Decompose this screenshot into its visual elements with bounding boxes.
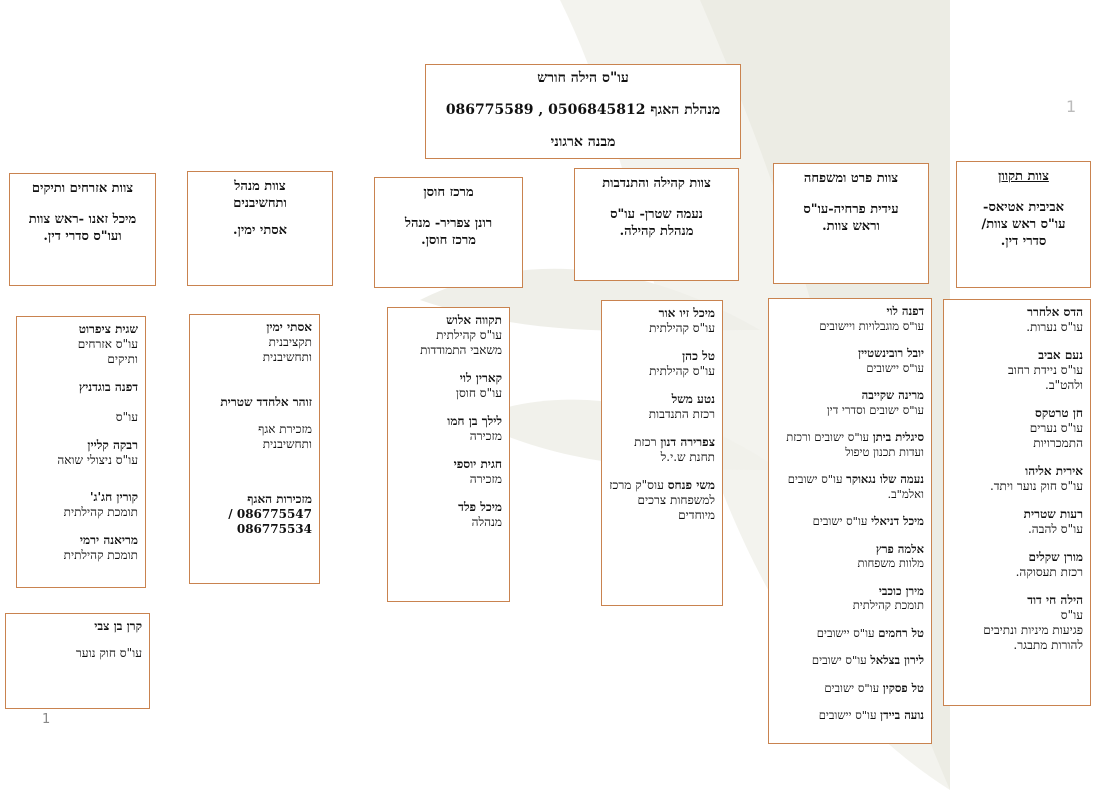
member-item (951, 507, 1083, 537)
member-item (951, 406, 1083, 451)
member-item (609, 435, 715, 465)
member-name: חן טרטקס (1035, 406, 1083, 420)
member-name: זוהר אלחדד שטרית (220, 395, 312, 409)
member-role: עו"ס יישובים (866, 360, 924, 375)
member-item (776, 346, 924, 375)
member-item (776, 626, 924, 641)
team-leader: רונן צפריר- מנהל מרכז חוסן. (404, 216, 493, 248)
member-item (197, 395, 312, 452)
member-name: מירן כוכבי (878, 583, 924, 598)
member-item (776, 542, 924, 571)
member-role: תקציבנית ותחשיבנית (262, 335, 312, 364)
member-role: עו"ס יישובים (816, 625, 875, 640)
team-box-resilience (374, 177, 523, 288)
team-box-seniors (9, 173, 156, 286)
member-role: עו"ס ישובים ורכזת ועדות תכנון טיפול (786, 430, 924, 459)
member-item (197, 320, 312, 365)
member-item (395, 500, 502, 530)
member-role: עו"ס ניידת רחוב ולהט"ב. (1008, 363, 1083, 392)
member-name: דפנה לוי (886, 304, 924, 318)
members-box-seniors (16, 316, 146, 588)
member-role: תומכת קהילתית (63, 548, 138, 562)
member-name: אסתי ימין (266, 320, 312, 334)
member-role: עו"ס ישובים (824, 680, 880, 695)
member-item (951, 593, 1083, 653)
member-item (776, 653, 924, 668)
team-title: צוות מנהל ותחשיבנים (233, 179, 287, 211)
member-name: קרן בן צבי (94, 619, 142, 633)
member-name: מיכל זיו אור (658, 306, 715, 320)
member-role: עו"ס קהילתית (649, 321, 715, 335)
page-number: 1 (42, 712, 51, 727)
member-role: עו"ס אזרחים ותיקים (77, 337, 138, 366)
member-role: עו"ס ישובים ואלמ"ב. (787, 472, 924, 501)
member-role: עו"ס פגיעות מיניות ונתיבים להורות מתבגר. (983, 608, 1083, 652)
team-leader: עידית פרחיה-עו"ס וראש צוות. (803, 202, 899, 234)
member-item (13, 619, 142, 661)
member-item (395, 313, 502, 358)
team-box-family (773, 163, 929, 284)
member-name: משי פנחס (667, 478, 715, 492)
member-name: טל פסקין (882, 680, 924, 695)
member-role: עו"ס יישובים (818, 708, 877, 722)
member-role: תומכת קהילתית (63, 505, 138, 519)
member-item (776, 430, 924, 459)
member-name: מרינה שקייבה (861, 388, 924, 402)
member-role: עו"ס להבה. (1027, 522, 1083, 536)
team-leader: אביבית אטיאס- עו"ס ראש צוות/ סדרי דין. (981, 200, 1066, 249)
head-name: עו"ס הילה חורש (537, 70, 629, 86)
member-item (609, 306, 715, 336)
member-item (776, 388, 924, 417)
member-role: רכזת התנדבות (648, 407, 715, 421)
member-name: טל כהן (682, 349, 715, 363)
member-name: נטע משל (671, 392, 715, 406)
member-item (609, 349, 715, 379)
member-item (609, 478, 715, 523)
member-role: עו"ס קהילתית (649, 364, 715, 378)
member-role: עו"ס חוק נוער ויתד. (989, 479, 1083, 493)
members-box-admin (189, 314, 320, 584)
extra-member-box (5, 613, 150, 709)
member-role: עו"ס חוק נוער (75, 646, 142, 660)
member-item (776, 708, 924, 723)
member-role: תומכת קהילתית (852, 598, 924, 612)
member-name: נועה ביידן (880, 708, 924, 722)
member-name: יובל רובינשטיין (858, 346, 924, 360)
member-name: צפרירה דנון (660, 435, 715, 449)
member-role: עוס"ק מרכז למשפחות צרכים מיוחדים (609, 478, 715, 522)
member-item (776, 514, 924, 529)
team-box-tikun (956, 161, 1091, 288)
member-name: שגית ציפרוט (78, 322, 138, 336)
member-role: עו"ס נערות. (1026, 320, 1083, 334)
member-name: מיכל דניאלי (871, 514, 924, 528)
member-name: נעם אביב (1038, 348, 1083, 362)
member-role: 086775547 / 086775534 (228, 507, 312, 536)
member-role: עו"ס מוגבלויות ויישובים (819, 318, 924, 333)
member-name: דפנה בוגדניץ (78, 380, 138, 394)
team-leader: אסתי ימין. (233, 223, 287, 238)
member-item (776, 472, 924, 501)
member-item (24, 322, 138, 367)
member-item (24, 490, 138, 520)
team-title: מרכז חוסן (423, 185, 474, 200)
member-item (951, 348, 1083, 393)
member-item (951, 305, 1083, 335)
page-number: 1 (1066, 97, 1077, 116)
member-name: אלמה פרץ (875, 541, 924, 556)
member-name: מורן שקלים (1028, 550, 1083, 564)
member-item (951, 464, 1083, 494)
team-box-admin (187, 171, 333, 286)
member-role: מזכירת אגף ותחשיבנית (258, 422, 312, 451)
member-role: עו"ס חוסן (455, 386, 502, 400)
team-title: צוות פרט ומשפחה (803, 171, 899, 186)
member-item (24, 533, 138, 563)
members-box-resilience (387, 307, 510, 602)
member-item (197, 492, 312, 537)
member-name: הילה חי דוד (1027, 593, 1083, 607)
member-role: רכזת תעסוקה. (1015, 565, 1083, 579)
member-name: סיגלית ביתן (872, 430, 924, 444)
member-item (609, 392, 715, 422)
members-box-tikun (943, 299, 1091, 706)
member-name: רעות שטרית (1023, 507, 1083, 521)
team-box-community (574, 168, 739, 281)
member-role: עו"ס ישובים וסדרי דין (826, 402, 924, 417)
member-name: מזכירות האגף (247, 492, 312, 506)
member-name: אירית אליהו (1025, 464, 1083, 478)
member-role: עו"ס ניצולי שואה (57, 453, 138, 467)
member-name: מיכל פלד (458, 500, 502, 514)
member-item (776, 681, 924, 696)
member-role: עו"ס (115, 410, 138, 424)
team-leader: נעמה שטרן- עו"ס מנהלת קהילה. (610, 207, 703, 239)
member-role: עו"ס קהילתית משאבי התמודדות (420, 328, 502, 357)
member-item (776, 304, 924, 333)
member-name: תקווה אלוש (446, 313, 502, 327)
member-item (24, 438, 138, 468)
member-role: עו"ס ישובים (811, 653, 867, 667)
member-name: לירון בצלאל (870, 653, 924, 667)
member-role: מזכירה (469, 472, 502, 486)
member-item (951, 550, 1083, 580)
member-item (395, 371, 502, 401)
member-name: קארין לוי (459, 371, 502, 385)
member-name: טל רחמים (878, 625, 924, 640)
member-name: נעמה שלו נגאוקר (846, 472, 924, 486)
member-item (24, 380, 138, 425)
member-name: חגית יוספי (453, 457, 502, 471)
member-role: עו"ס נערים התמכרויות (1029, 421, 1083, 450)
member-role: עו"ס ישובים (812, 514, 868, 528)
member-name: מריאנה ירמי (79, 533, 138, 547)
member-item (776, 584, 924, 613)
org-structure-title: מבנה ארגוני (550, 134, 616, 150)
members-box-community (601, 300, 723, 606)
member-role: מזכירה (469, 429, 502, 443)
member-name: לילך בן חמו (447, 414, 502, 428)
members-box-family (768, 298, 932, 744)
member-item (395, 457, 502, 487)
member-name: רבקה קליין (87, 438, 138, 452)
member-name: הדס אלחרר (1027, 305, 1083, 319)
member-role: רכזת תחנת ש.י.ל (634, 435, 715, 464)
member-name: קורין חג'ג' (89, 490, 138, 504)
member-item (395, 414, 502, 444)
team-title: צוות אזרחים ותיקים (31, 181, 134, 196)
team-leader: מיכל זאנו -ראש צוות ועו"ס סדרי דין. (28, 212, 137, 244)
team-title: צוות קהילה והתנדבות (602, 176, 711, 191)
team-title: צוות תקוון (998, 169, 1049, 184)
head-title-phones: מנהלת האגף 0506845812 , 086775589 (445, 102, 721, 118)
member-role: מלוות משפחות (857, 556, 924, 570)
department-head-box (425, 64, 741, 159)
member-role: מנהלה (471, 515, 502, 529)
